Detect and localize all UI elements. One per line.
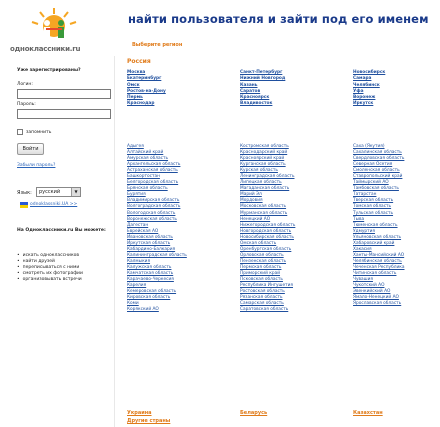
region-link[interactable]: Ивановская область <box>127 234 173 240</box>
country-kazakhstan-link[interactable]: Казахстан <box>353 410 383 416</box>
region-link[interactable]: Костромская область <box>240 144 289 149</box>
region-link[interactable]: Татарстан <box>353 192 377 198</box>
region-link[interactable]: Ростов-на-Дону <box>127 88 166 94</box>
region-link[interactable]: Новосибирск <box>353 70 386 75</box>
region-link[interactable]: Саратовская область <box>240 307 289 313</box>
region-link[interactable]: Владимирская область <box>127 198 180 204</box>
feature-item: • переписываться с ними <box>17 265 83 271</box>
region-link[interactable]: Читинская область <box>353 270 397 276</box>
region-link[interactable]: Таймырский АО <box>353 180 389 186</box>
region-link[interactable]: Смоленская область <box>353 168 400 174</box>
region-link[interactable]: Иркутск <box>353 101 374 107</box>
login-button[interactable]: Войти <box>17 143 44 155</box>
region-link[interactable]: Камчатская область <box>127 270 174 276</box>
region-link[interactable]: Эвенкийский АО <box>353 289 391 295</box>
login-label: Логин: <box>17 82 33 87</box>
region-link[interactable]: Волгоградская область <box>127 204 181 210</box>
login-sidebar <box>0 56 115 427</box>
region-link[interactable]: Самарская область <box>240 301 284 307</box>
region-link[interactable]: Дагестан <box>127 222 149 228</box>
region-link[interactable]: Карелия <box>127 283 147 289</box>
region-link[interactable]: Бурятия <box>127 192 146 198</box>
language-select[interactable] <box>36 187 81 197</box>
login-input[interactable] <box>17 89 111 99</box>
logo-sun-icon <box>26 6 82 44</box>
region-link[interactable]: Удмуртия <box>353 228 375 234</box>
region-link[interactable]: Нижний Новгород <box>240 76 286 82</box>
features-title: На Одноклассники.ru Вы можете: <box>17 228 106 233</box>
region-link[interactable]: Омская область <box>240 240 277 246</box>
region-link[interactable]: Астраханская область <box>127 168 178 174</box>
region-link[interactable]: Ненецкий АО <box>240 216 271 222</box>
region-link[interactable]: Пензенская область <box>240 258 287 264</box>
region-link[interactable]: Омск <box>127 82 140 88</box>
region-link[interactable]: Ямало-Ненецкий АО <box>353 295 399 301</box>
region-link[interactable]: Новгородская область <box>240 228 292 234</box>
registered-question: Уже зарегистрированы? <box>17 68 81 73</box>
region-link[interactable]: Новосибирская область <box>240 234 294 240</box>
region-link[interactable]: Амурская область <box>127 156 169 162</box>
remember-label: запомнить <box>26 130 52 135</box>
country-heading: Россия <box>127 58 151 65</box>
region-link[interactable]: Саратов <box>240 88 261 94</box>
region-link[interactable]: Чеченская Республика <box>353 264 405 270</box>
region-link[interactable]: Рязанская область <box>240 295 283 301</box>
major-cities-col2 <box>240 70 285 108</box>
region-link[interactable]: Тамбовская область <box>353 186 399 192</box>
region-link[interactable]: Екатеринбург <box>127 76 162 82</box>
region-link[interactable]: Корякский АО <box>127 307 159 313</box>
region-link[interactable]: Калининградская область <box>127 252 187 258</box>
feature-item: • организовывать встречи <box>17 277 83 283</box>
region-link[interactable]: Оренбургская область <box>240 246 292 252</box>
language-label: Язык: <box>17 190 32 196</box>
region-link[interactable]: Воронежская область <box>127 216 177 222</box>
region-link[interactable]: Томская область <box>353 204 392 210</box>
region-link[interactable]: Мордовия <box>240 198 263 204</box>
major-cities-col1 <box>127 70 166 108</box>
password-input[interactable] <box>17 109 111 119</box>
region-link[interactable]: Калужская область <box>127 264 172 270</box>
region-link[interactable]: Иркутская область <box>127 240 171 246</box>
region-link[interactable]: Краснодарский край <box>240 150 288 156</box>
ua-site-link[interactable]: odnoklassniki.UA >> <box>30 202 78 207</box>
region-link[interactable]: Челябинская область <box>353 258 402 264</box>
regions-col2 <box>240 144 295 313</box>
choose-region-label: Выберите регион <box>132 42 183 48</box>
regions-col1 <box>127 144 187 313</box>
password-label: Пароль: <box>17 102 36 107</box>
region-link[interactable]: Владивосток <box>240 101 273 107</box>
regions-col3 <box>353 144 405 307</box>
region-link[interactable]: Коми <box>127 301 139 307</box>
other-countries-link[interactable]: Другие страны <box>127 418 171 424</box>
region-link[interactable]: Санкт-Петербург <box>240 70 283 75</box>
region-link[interactable]: Краснодар <box>127 101 155 107</box>
region-link[interactable]: Красноярский край <box>240 156 285 162</box>
feature-item: • найти друзей <box>17 259 83 265</box>
page-title: найти пользователя и зайти под его именем <box>128 12 429 26</box>
region-link[interactable]: Ленинградская область <box>240 174 295 180</box>
major-cities-col3 <box>353 70 385 108</box>
region-link[interactable]: Северная Осетия <box>353 162 393 168</box>
region-link[interactable]: Самара <box>353 76 372 82</box>
region-link[interactable]: Алтайский край <box>127 150 164 156</box>
ukraine-flag-icon <box>20 202 28 208</box>
region-link[interactable]: Орловская область <box>240 252 284 258</box>
region-link[interactable]: Еврейская АО <box>127 228 159 234</box>
remember-checkbox[interactable] <box>17 129 23 135</box>
region-link[interactable]: Нижегородская область <box>240 222 296 228</box>
country-ukraine-link[interactable]: Украина <box>127 410 152 416</box>
features-list <box>17 253 83 283</box>
region-link[interactable]: Белгородская область <box>127 180 179 186</box>
region-link[interactable]: Уфа <box>353 88 364 94</box>
region-link[interactable]: Марий Эл <box>240 192 262 198</box>
region-link[interactable]: Казань <box>240 82 258 88</box>
site-logo[interactable] <box>5 6 105 56</box>
region-link[interactable]: Пермская область <box>240 264 282 270</box>
forgot-password-link[interactable]: Забыли пароль? <box>17 163 56 168</box>
region-link[interactable]: Магаданская область <box>240 186 290 192</box>
region-link[interactable]: Приморский край <box>240 270 281 276</box>
region-link[interactable]: Красноярск <box>240 95 270 101</box>
region-link[interactable]: Карачаево-Черкесия <box>127 277 174 283</box>
site-name: одноклассники.ru <box>10 45 81 53</box>
region-link[interactable]: Кировская область <box>127 295 171 301</box>
region-link[interactable]: Свердловская область <box>353 156 405 162</box>
chevron-down-icon: ▼ <box>71 188 80 196</box>
region-link[interactable]: Чувашия <box>353 277 373 283</box>
feature-item: • искать одноклассников <box>17 253 83 259</box>
region-link[interactable]: Воронеж <box>353 95 376 101</box>
region-link[interactable]: Тыва <box>353 216 365 222</box>
region-link[interactable]: Калмыкия <box>127 258 151 264</box>
header <box>0 0 440 56</box>
region-link[interactable]: Курганская область <box>240 162 286 168</box>
region-link[interactable]: Хабаровский край <box>353 240 395 246</box>
region-link[interactable]: Тюменская область <box>353 222 398 228</box>
region-link[interactable]: Тверская область <box>353 198 394 204</box>
region-link[interactable]: Псковская область <box>240 277 283 283</box>
region-link[interactable]: Брянская область <box>127 186 168 192</box>
region-link[interactable]: Вологодская область <box>127 210 176 216</box>
region-link[interactable]: Челябинск <box>353 82 380 88</box>
region-link[interactable]: Архангельская область <box>127 162 181 168</box>
region-link[interactable]: Липецкая область <box>240 180 282 186</box>
region-link[interactable]: Кабардино-Балкария <box>127 246 176 252</box>
feature-item: • смотреть их фотографии <box>17 271 83 277</box>
region-link[interactable]: Московская область <box>240 204 287 210</box>
region-link[interactable]: Пермь <box>127 95 143 101</box>
country-belarus-link[interactable]: Беларусь <box>240 410 268 416</box>
language-select-value: русский <box>39 189 61 195</box>
region-link[interactable]: Ставропольский край <box>353 174 403 180</box>
region-link[interactable]: Мурманская область <box>240 210 288 216</box>
region-link[interactable]: Адыгея <box>127 144 144 149</box>
region-link[interactable]: Ульяновская область <box>353 234 402 240</box>
region-link[interactable]: Хакасия <box>353 246 372 252</box>
region-link[interactable]: Тульская область <box>353 210 394 216</box>
region-link[interactable]: Ханты-Мансийский АО <box>353 252 405 258</box>
region-link[interactable]: Башкортостан <box>127 174 160 180</box>
region-link[interactable]: Ростовская область <box>240 289 285 295</box>
region-link[interactable]: Сахалинская область <box>353 150 402 156</box>
region-link[interactable]: Кемеровская область <box>127 289 177 295</box>
region-link[interactable]: Чукотский АО <box>353 283 385 289</box>
region-link[interactable]: Саха (Якутия) <box>353 144 385 149</box>
region-link[interactable]: Курская область <box>240 168 278 174</box>
region-link[interactable]: Ярославская область <box>353 301 402 307</box>
region-link[interactable]: Москва <box>127 70 146 75</box>
region-link[interactable]: Республика Ингушетия <box>240 283 294 289</box>
